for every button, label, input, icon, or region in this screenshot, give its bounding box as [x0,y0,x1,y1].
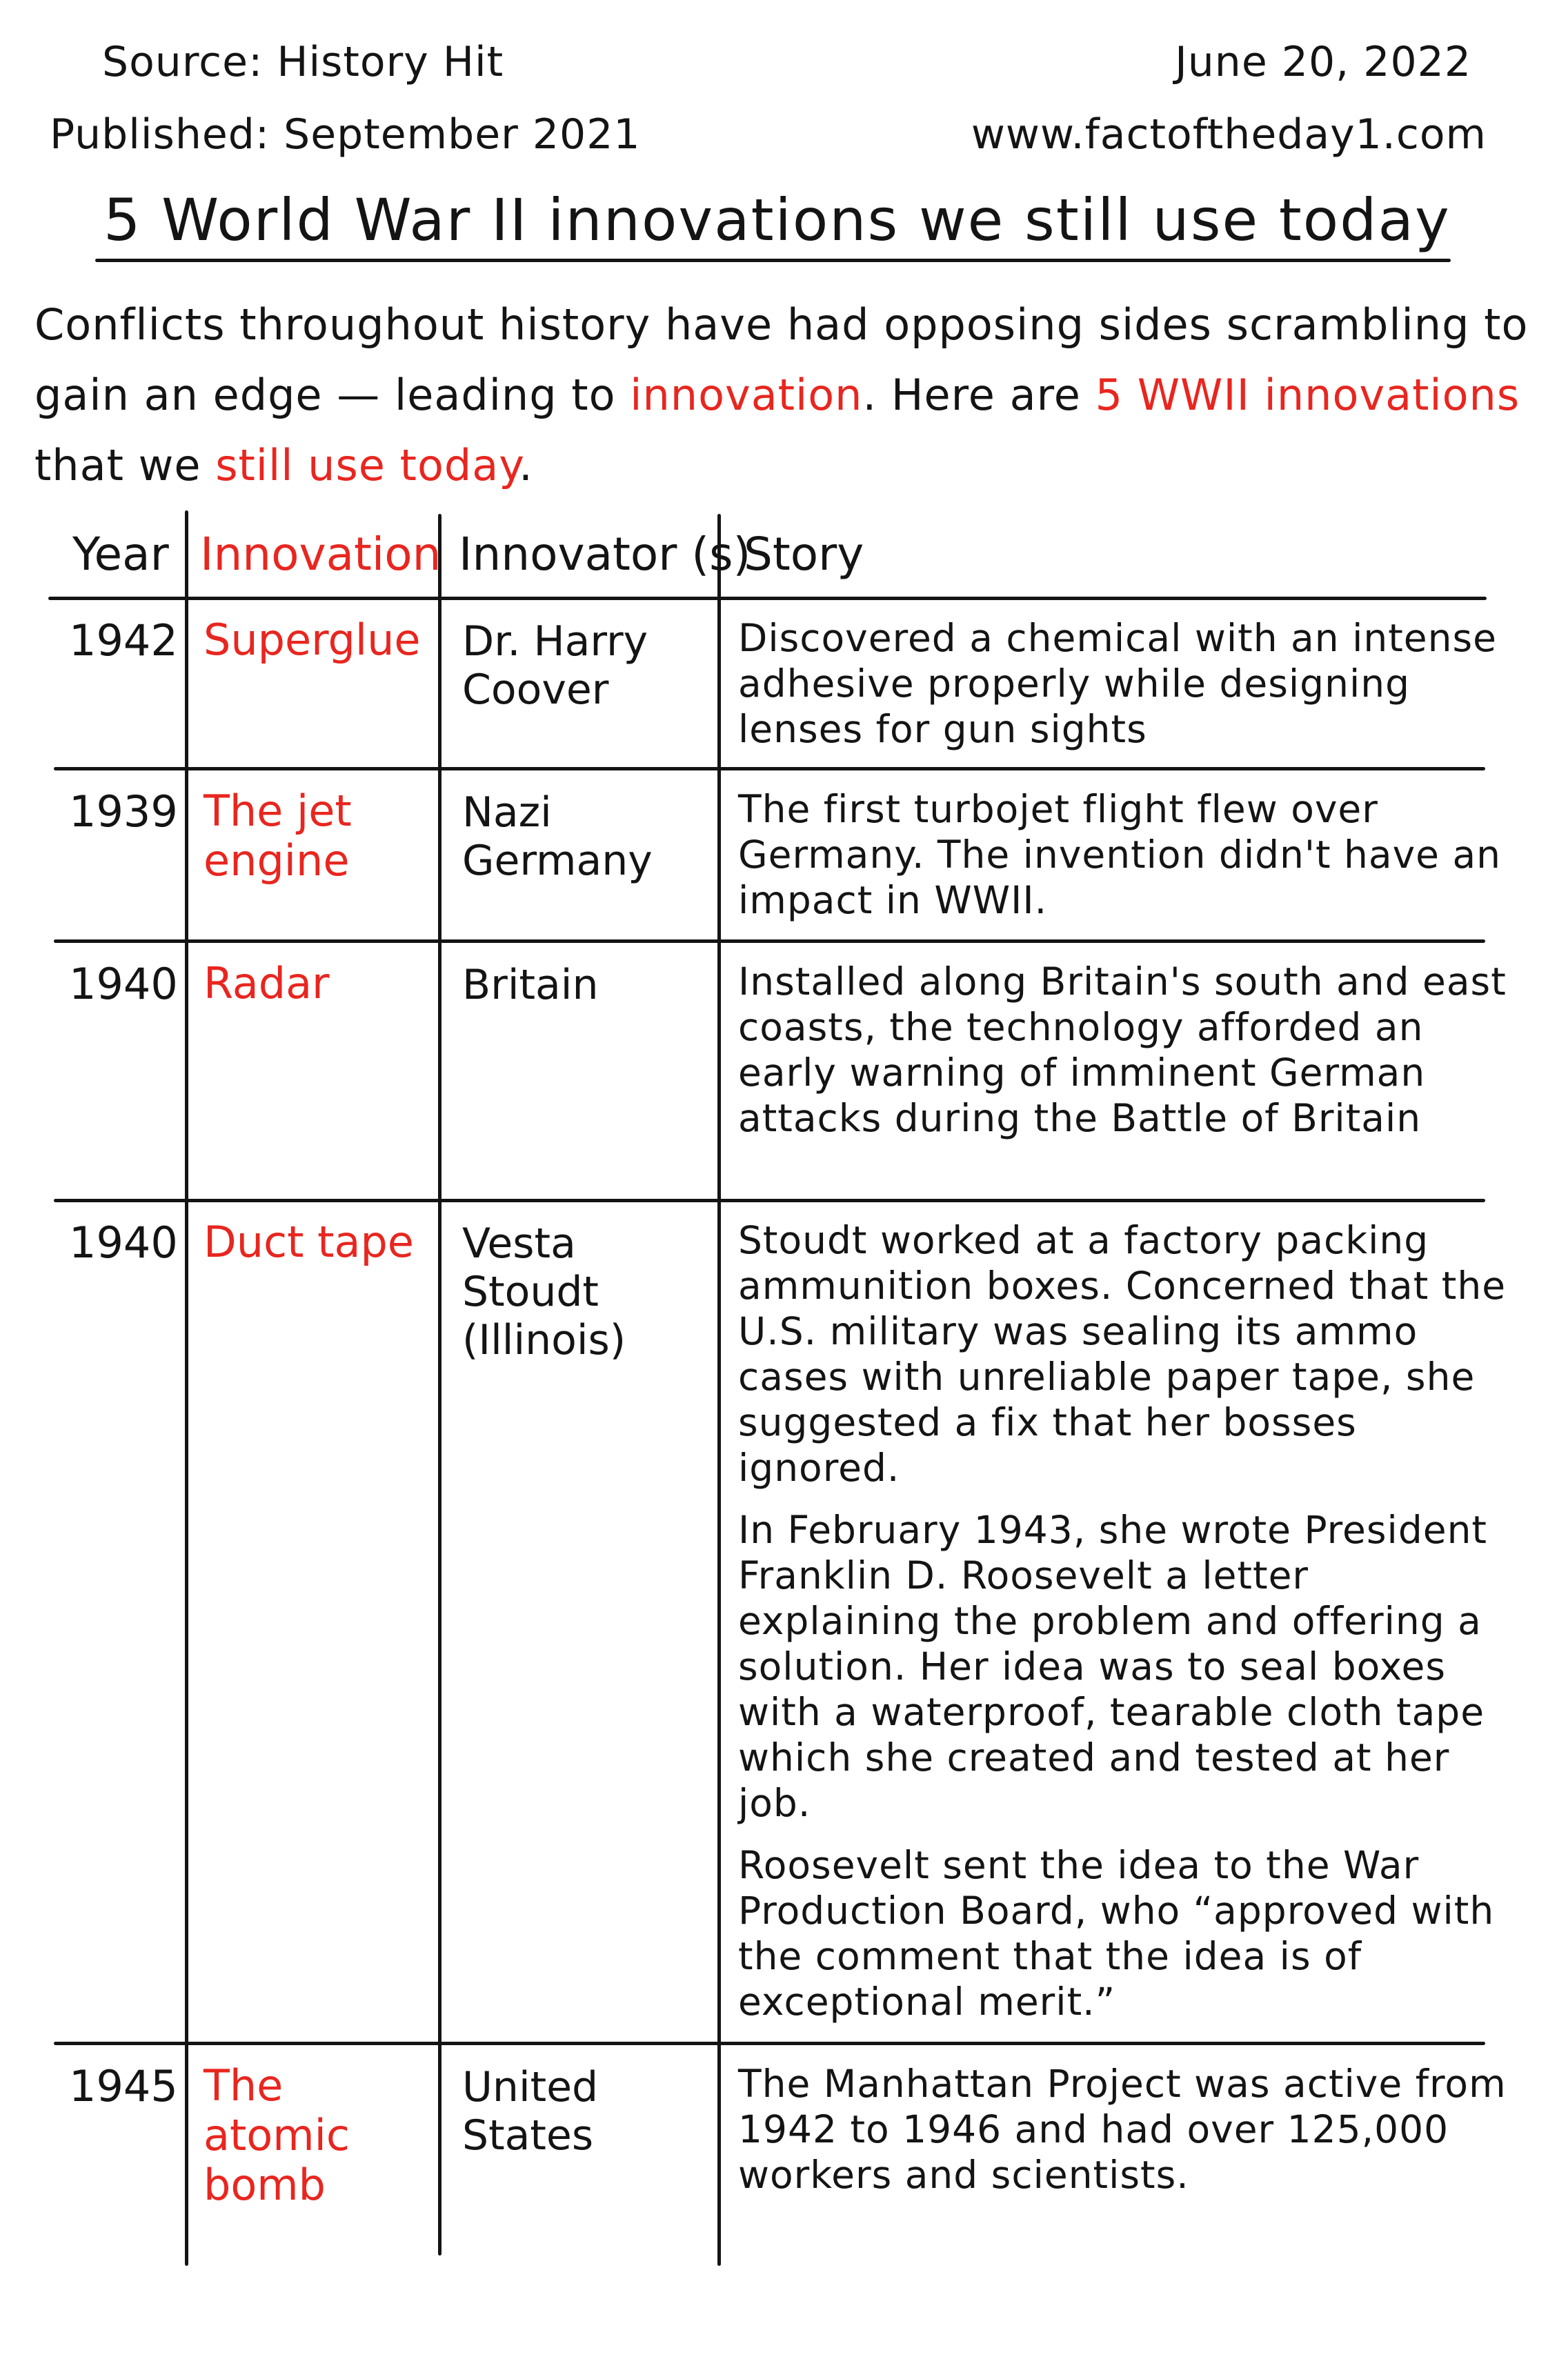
row-2-story [738,786,1511,939]
row-1-story-paragraph: Discovered a chemical with an intense adhesive properly while designing lenses for gun sights [738,616,1497,751]
intro-text-1: Conflicts throughout history have had opposing sides scrambling to gain an edge — leading to [34,299,1529,420]
row-2-story-paragraph: The first turbojet flight flew over Germany. The invention didn't have an impact in WWII. [738,787,1502,922]
row-1-story [738,615,1511,768]
row-4-story [738,1217,1511,2041]
row-rule-3 [54,1199,1485,1202]
row-4-innovation: Duct tape [204,1217,414,1267]
row-5-innovation: The atomic bomb [204,2060,350,2210]
row-2-innovator: Nazi Germany [462,788,653,885]
column-header-innovators: Innovator (s) [459,528,751,581]
row-rule-4 [54,2042,1485,2045]
column-header-story: Story [744,528,864,581]
table-divider-2 [438,514,441,2256]
page-title: 5 World War II innovations we still use today [103,186,1451,254]
table-divider-3 [717,514,721,2266]
row-5-year: 1945 [69,2061,178,2111]
column-header-year: Year [72,528,169,581]
row-3-story [738,959,1511,1157]
row-rule-2 [54,939,1485,943]
title-underline [95,259,1451,262]
row-5-innovator: United States [462,2063,599,2160]
row-5-story-paragraph: The Manhattan Project was active from 1942 to 1946 and had over 125,000 workers and scientists. [738,2062,1507,2197]
row-4-innovator: Vesta Stoudt (Illinois) [462,1220,626,1364]
intro-highlight-today: still use today [215,440,519,490]
row-3-year: 1940 [69,959,178,1009]
intro-text-4: . [519,440,533,490]
row-4-story-paragraph-2: In February 1943, she wrote President Franklin D. Roosevelt a letter explaining the problem and offering a solution. Her idea was to seal boxes with a waterproof, tearable cloth tape which she created and tested at her job. [738,1508,1488,1825]
published-label: Published: September 2021 [50,110,641,159]
row-3-story-paragraph: Installed along Britain's south and east coasts, the technology afforded an early warning of imminent German attacks during the Battle of Britain [738,959,1507,1140]
intro-highlight-innovation: innovation [630,370,863,420]
header-rule [48,597,1487,600]
row-4-year: 1940 [69,1217,178,1268]
row-2-innovation: The jet engine [204,786,352,886]
row-4-story-paragraph-3: Roosevelt sent the idea to the War Production Board, who “approved with the comment that the idea is of exceptional merit.” [738,1843,1495,2024]
table-divider-1 [185,510,188,2266]
intro-text-3: that we [34,440,216,490]
row-3-innovator: Britain [462,961,599,1009]
website-label: www.factoftheday1.com [971,110,1487,159]
row-4-story-paragraph-1: Stoudt worked at a factory packing ammunition boxes. Concerned that the U.S. military was sealing its ammo cases with unreliable paper tape, she suggested a fix that her bosses ignored. [738,1218,1507,1490]
row-3-innovation: Radar [204,958,330,1008]
intro-text-2: . Here are [862,370,1095,420]
row-1-year: 1942 [69,615,178,666]
intro-paragraph [34,290,1538,501]
row-1-innovator: Dr. Harry Coover [462,617,648,714]
row-5-story [738,2061,1511,2214]
intro-highlight-count: 5 WWII innovations [1095,370,1520,420]
column-header-innovation: Innovation [200,528,441,581]
row-1-innovation: Superglue [204,615,421,665]
source-label: Source: History Hit [102,38,504,86]
row-2-year: 1939 [69,786,178,837]
date-label: June 20, 2022 [1175,38,1471,86]
